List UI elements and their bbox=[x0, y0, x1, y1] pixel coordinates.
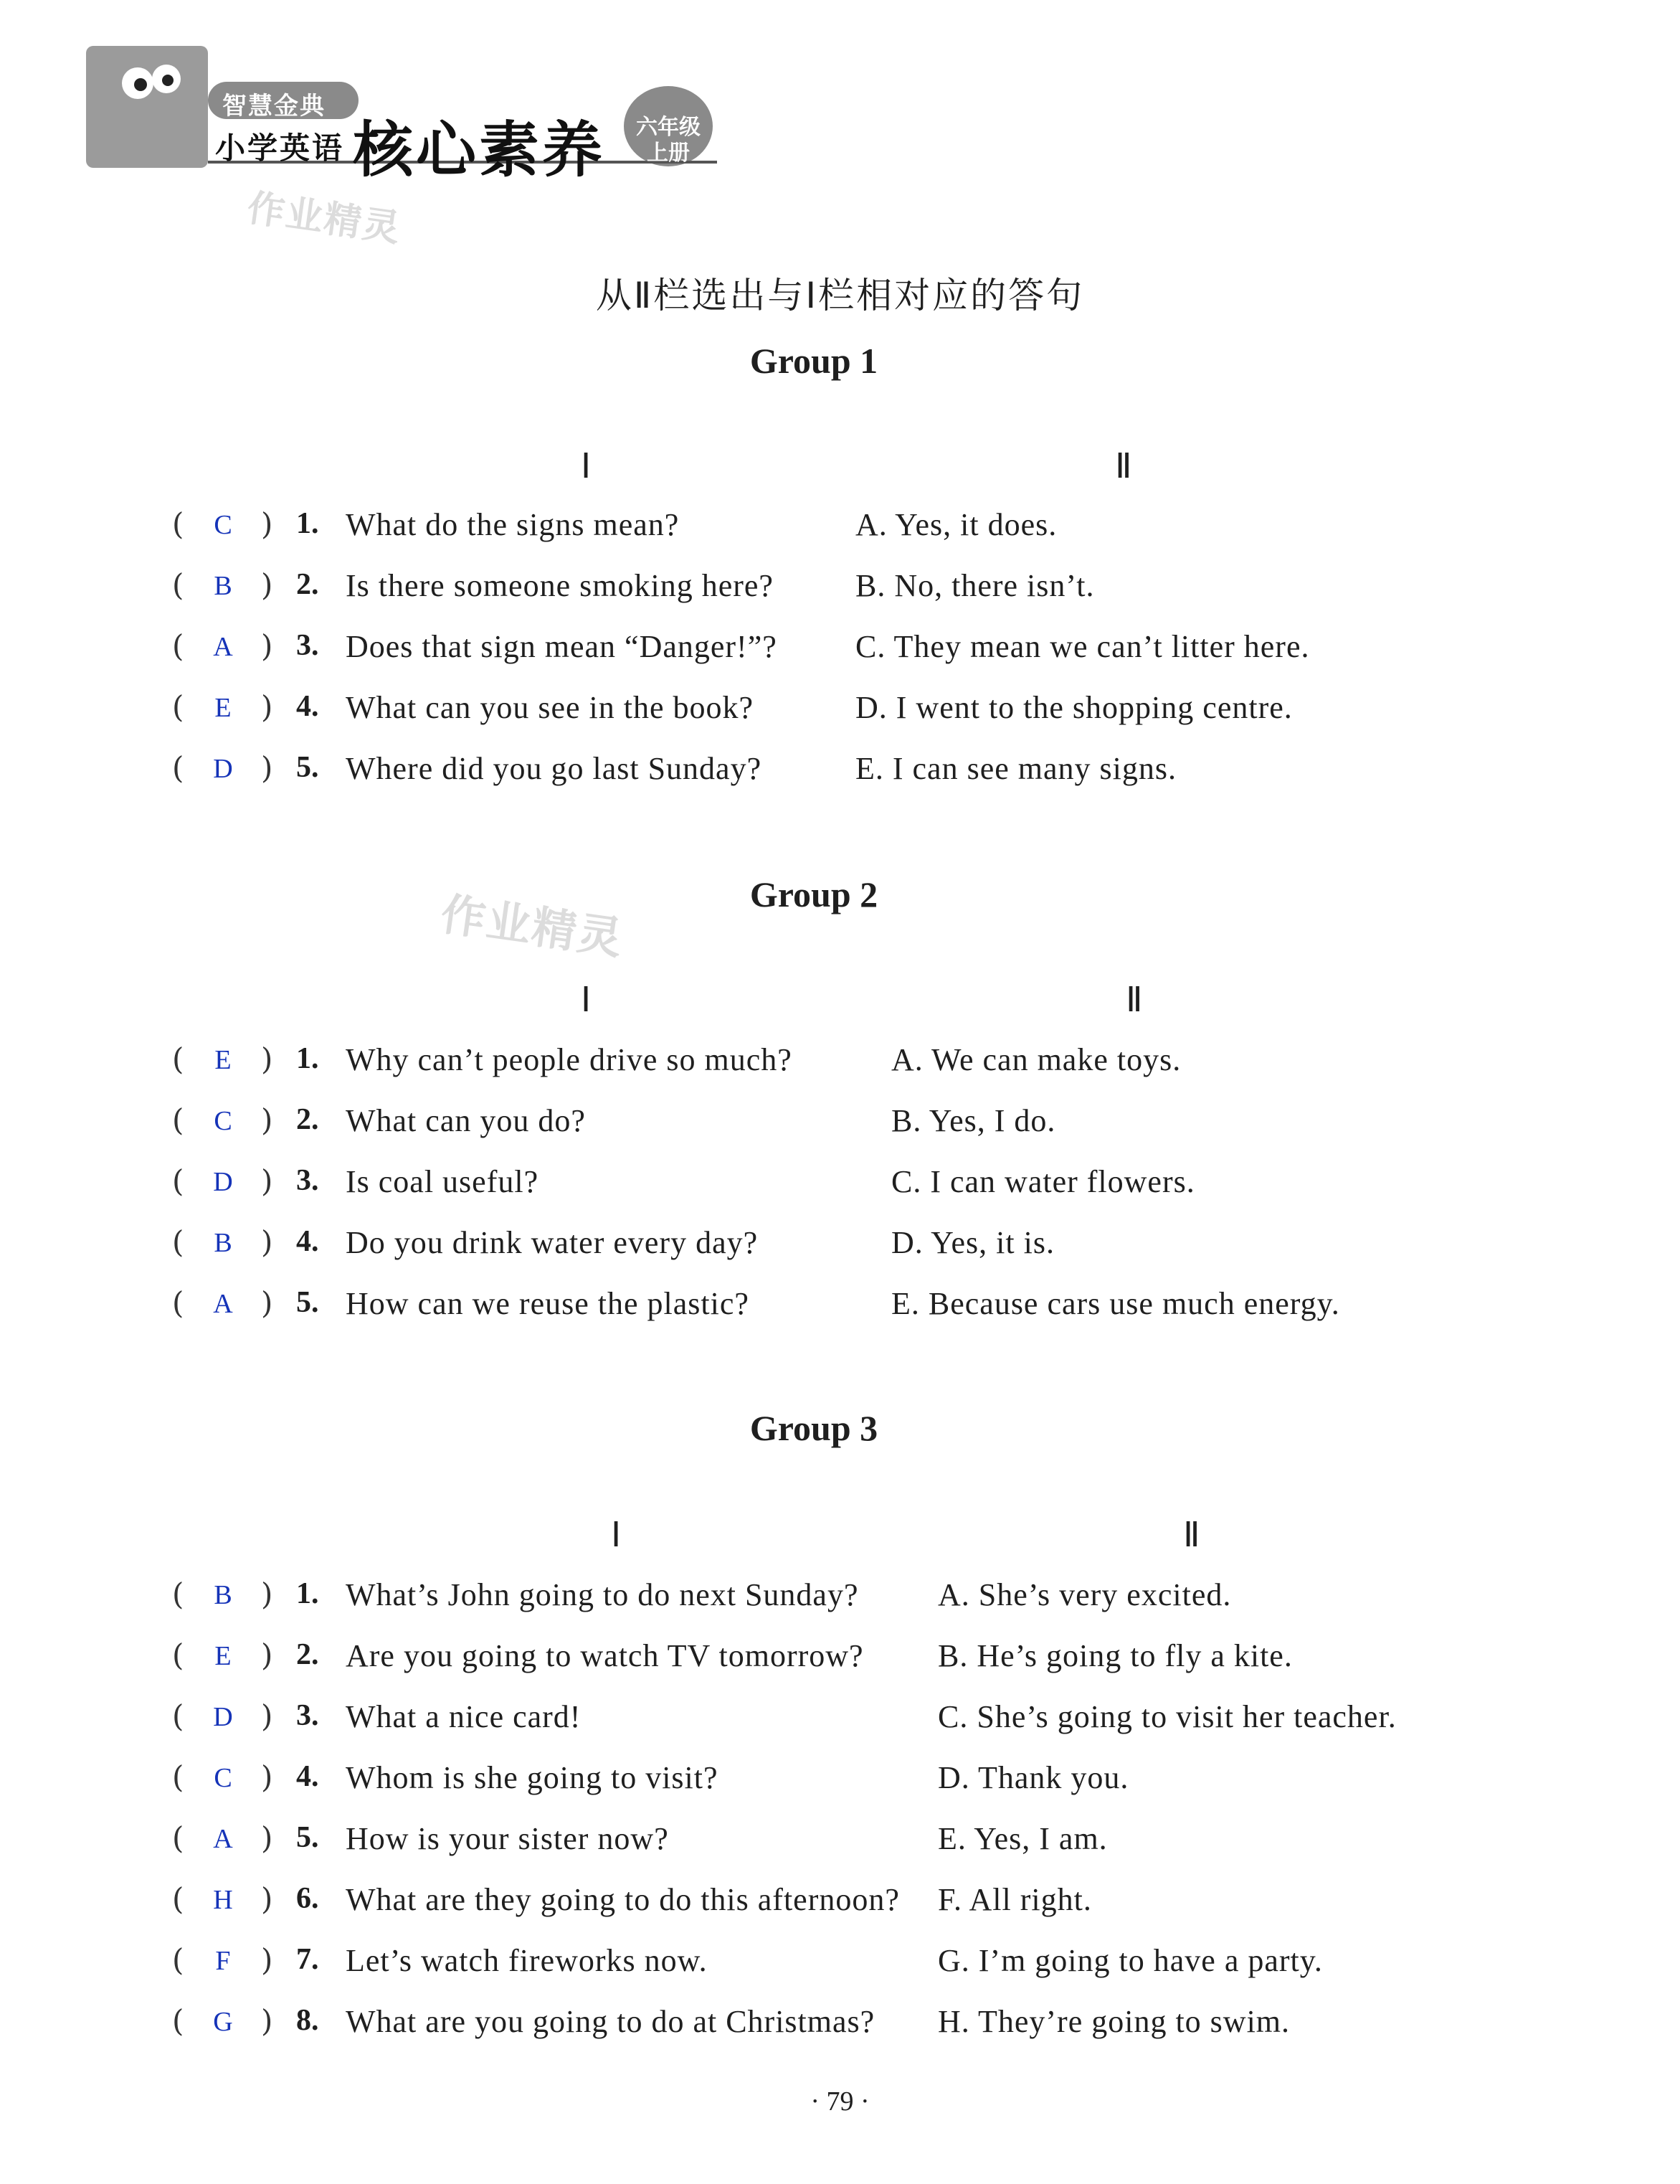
open-paren: ( bbox=[172, 1041, 184, 1077]
question-number: 1. bbox=[296, 1577, 319, 1610]
question-number: 8. bbox=[296, 2004, 319, 2037]
open-paren: ( bbox=[172, 567, 184, 602]
answer-option: A. We can make toys. bbox=[891, 1042, 1182, 1077]
open-paren: ( bbox=[172, 1759, 184, 1795]
question-number: 7. bbox=[296, 1943, 319, 1976]
watermark: 作业精灵 bbox=[437, 887, 627, 965]
question-text: What can you see in the book? bbox=[346, 690, 754, 725]
open-paren: ( bbox=[172, 1942, 184, 1977]
open-paren: ( bbox=[172, 750, 184, 785]
open-paren: ( bbox=[172, 1698, 184, 1734]
question-number: 5. bbox=[296, 1286, 319, 1319]
column-label-i: Ⅰ bbox=[581, 981, 592, 1019]
answer-blank[interactable]: B bbox=[214, 571, 232, 601]
question-text: Are you going to watch TV tomorrow? bbox=[346, 1638, 864, 1673]
matching-row bbox=[0, 1698, 1680, 1741]
open-paren: ( bbox=[172, 689, 184, 724]
answer-option: B. He’s going to fly a kite. bbox=[938, 1638, 1293, 1673]
open-paren: ( bbox=[172, 1285, 184, 1320]
answer-option: D. Thank you. bbox=[938, 1760, 1129, 1795]
answer-option: A. Yes, it does. bbox=[855, 507, 1058, 542]
answer-option: C. They mean we can’t litter here. bbox=[855, 629, 1310, 664]
question-number: 2. bbox=[296, 568, 319, 601]
answer-blank[interactable]: H bbox=[213, 1885, 233, 1915]
matching-row bbox=[0, 506, 1680, 549]
question-number: 3. bbox=[296, 1164, 319, 1197]
column-label-ii: Ⅱ bbox=[1126, 981, 1143, 1019]
question-text: What’s John going to do next Sunday? bbox=[346, 1577, 859, 1612]
answer-blank[interactable]: B bbox=[214, 1228, 232, 1258]
matching-row bbox=[0, 1224, 1680, 1267]
close-paren: ) bbox=[261, 1820, 273, 1856]
grade-line-1: 六年级 bbox=[636, 115, 701, 140]
group-title: Group 3 bbox=[749, 1408, 878, 1448]
matching-row bbox=[0, 1759, 1680, 1802]
answer-blank[interactable]: F bbox=[215, 1946, 231, 1976]
matching-row bbox=[0, 567, 1680, 610]
question-number: 3. bbox=[296, 1699, 319, 1732]
group-title: Group 1 bbox=[749, 341, 878, 381]
answer-blank[interactable]: B bbox=[214, 1580, 232, 1610]
matching-row bbox=[0, 1285, 1680, 1328]
column-label-i: Ⅰ bbox=[581, 448, 592, 486]
exercise-instruction: 从Ⅱ栏选出与Ⅰ栏相对应的答句 bbox=[595, 275, 1085, 316]
question-number: 1. bbox=[296, 1042, 319, 1075]
close-paren: ) bbox=[261, 689, 273, 724]
question-text: Do you drink water every day? bbox=[346, 1225, 759, 1260]
question-text: How is your sister now? bbox=[346, 1821, 669, 1856]
open-paren: ( bbox=[172, 2003, 184, 2038]
question-text: Let’s watch fireworks now. bbox=[346, 1943, 708, 1978]
group-title: Group 2 bbox=[749, 874, 878, 914]
open-paren: ( bbox=[172, 1576, 184, 1612]
matching-row bbox=[0, 1637, 1680, 1680]
question-text: Is coal useful? bbox=[346, 1164, 539, 1199]
matching-row bbox=[0, 1102, 1680, 1145]
question-number: 4. bbox=[296, 1760, 319, 1793]
close-paren: ) bbox=[261, 1224, 273, 1259]
matching-row bbox=[0, 2003, 1680, 2046]
matching-row bbox=[0, 689, 1680, 732]
brand-small-text: 智慧金典 bbox=[222, 92, 326, 120]
matching-row bbox=[0, 1942, 1680, 1985]
question-text: Is there someone smoking here? bbox=[346, 568, 774, 603]
open-paren: ( bbox=[172, 1224, 184, 1259]
open-paren: ( bbox=[172, 1881, 184, 1916]
question-number: 6. bbox=[296, 1882, 319, 1915]
question-number: 5. bbox=[296, 751, 319, 784]
logo-subtitle: 小学英语 bbox=[215, 131, 345, 166]
close-paren: ) bbox=[261, 1576, 273, 1612]
question-number: 5. bbox=[296, 1821, 319, 1854]
question-number: 4. bbox=[296, 1225, 319, 1258]
close-paren: ) bbox=[261, 1041, 273, 1077]
question-number: 2. bbox=[296, 1103, 319, 1136]
answer-blank[interactable]: E bbox=[214, 1641, 232, 1671]
answer-option: C. I can water flowers. bbox=[891, 1164, 1195, 1199]
close-paren: ) bbox=[261, 1163, 273, 1199]
open-paren: ( bbox=[172, 1637, 184, 1673]
answer-option: H. They’re going to swim. bbox=[938, 2004, 1291, 2039]
question-number: 2. bbox=[296, 1638, 319, 1671]
question-text: Whom is she going to visit? bbox=[346, 1760, 718, 1795]
answer-option: D. I went to the shopping centre. bbox=[855, 690, 1293, 725]
matching-row bbox=[0, 1820, 1680, 1863]
open-paren: ( bbox=[172, 506, 184, 542]
answer-blank[interactable]: C bbox=[214, 510, 232, 540]
close-paren: ) bbox=[261, 750, 273, 785]
close-paren: ) bbox=[261, 1102, 273, 1138]
answer-option: E. Yes, I am. bbox=[938, 1821, 1108, 1856]
answer-blank[interactable]: G bbox=[213, 2007, 233, 2037]
question-text: What can you do? bbox=[346, 1103, 586, 1138]
question-number: 3. bbox=[296, 629, 319, 662]
open-paren: ( bbox=[172, 1163, 184, 1199]
answer-blank[interactable]: D bbox=[213, 1702, 233, 1732]
column-label-i: Ⅰ bbox=[611, 1516, 622, 1554]
question-number: 1. bbox=[296, 507, 319, 540]
question-text: Where did you go last Sunday? bbox=[346, 751, 762, 786]
book-logo bbox=[86, 46, 717, 185]
answer-blank[interactable]: A bbox=[213, 1824, 233, 1854]
matching-row bbox=[0, 1576, 1680, 1620]
column-label-ii: Ⅱ bbox=[1183, 1516, 1200, 1554]
close-paren: ) bbox=[261, 1881, 273, 1916]
close-paren: ) bbox=[261, 1698, 273, 1734]
logo-title: 核心素养 bbox=[353, 115, 606, 185]
question-text: Does that sign mean “Danger!”? bbox=[346, 629, 777, 664]
question-text: How can we reuse the plastic? bbox=[346, 1286, 749, 1321]
answer-blank[interactable]: A bbox=[213, 1289, 233, 1319]
question-text: What are you going to do at Christmas? bbox=[346, 2004, 875, 2039]
answer-blank[interactable]: D bbox=[213, 754, 233, 784]
question-text: What do the signs mean? bbox=[346, 507, 680, 542]
close-paren: ) bbox=[261, 1285, 273, 1320]
open-paren: ( bbox=[172, 628, 184, 663]
page-number: · 79 · bbox=[810, 2086, 870, 2117]
answer-blank[interactable]: E bbox=[214, 693, 232, 723]
matching-row bbox=[0, 628, 1680, 671]
close-paren: ) bbox=[261, 1759, 273, 1795]
close-paren: ) bbox=[261, 1942, 273, 1977]
answer-option: A. She’s very excited. bbox=[938, 1577, 1232, 1612]
answer-blank[interactable]: C bbox=[214, 1763, 232, 1793]
answer-option: C. She’s going to visit her teacher. bbox=[938, 1699, 1397, 1734]
answer-option: F. All right. bbox=[938, 1882, 1092, 1917]
grade-line-2: 上册 bbox=[647, 141, 690, 166]
watermark: 作业精灵 bbox=[245, 186, 404, 251]
close-paren: ) bbox=[261, 506, 273, 542]
question-text: Why can’t people drive so much? bbox=[346, 1042, 792, 1077]
answer-blank[interactable]: A bbox=[213, 632, 233, 662]
answer-option: G. I’m going to have a party. bbox=[938, 1943, 1323, 1978]
close-paren: ) bbox=[261, 628, 273, 663]
matching-row bbox=[0, 1881, 1680, 1924]
open-paren: ( bbox=[172, 1102, 184, 1138]
answer-option: B. No, there isn’t. bbox=[855, 568, 1095, 603]
open-paren: ( bbox=[172, 1820, 184, 1856]
answer-option: E. I can see many signs. bbox=[855, 751, 1177, 786]
answer-blank[interactable]: C bbox=[214, 1106, 232, 1136]
question-number: 4. bbox=[296, 690, 319, 723]
matching-row bbox=[0, 1041, 1680, 1084]
matching-row bbox=[0, 750, 1680, 793]
column-label-ii: Ⅱ bbox=[1115, 448, 1132, 486]
answer-option: E. Because cars use much energy. bbox=[891, 1286, 1340, 1321]
close-paren: ) bbox=[261, 1637, 273, 1673]
close-paren: ) bbox=[261, 567, 273, 602]
matching-row bbox=[0, 1163, 1680, 1206]
answer-option: B. Yes, I do. bbox=[891, 1103, 1056, 1138]
answer-blank[interactable]: D bbox=[213, 1167, 233, 1197]
answer-option: D. Yes, it is. bbox=[891, 1225, 1055, 1260]
answer-blank[interactable]: E bbox=[214, 1045, 232, 1075]
close-paren: ) bbox=[261, 2003, 273, 2038]
grade-badge bbox=[625, 115, 711, 166]
question-text: What are they going to do this afternoon? bbox=[346, 1882, 900, 1917]
question-text: What a nice card! bbox=[346, 1699, 582, 1734]
